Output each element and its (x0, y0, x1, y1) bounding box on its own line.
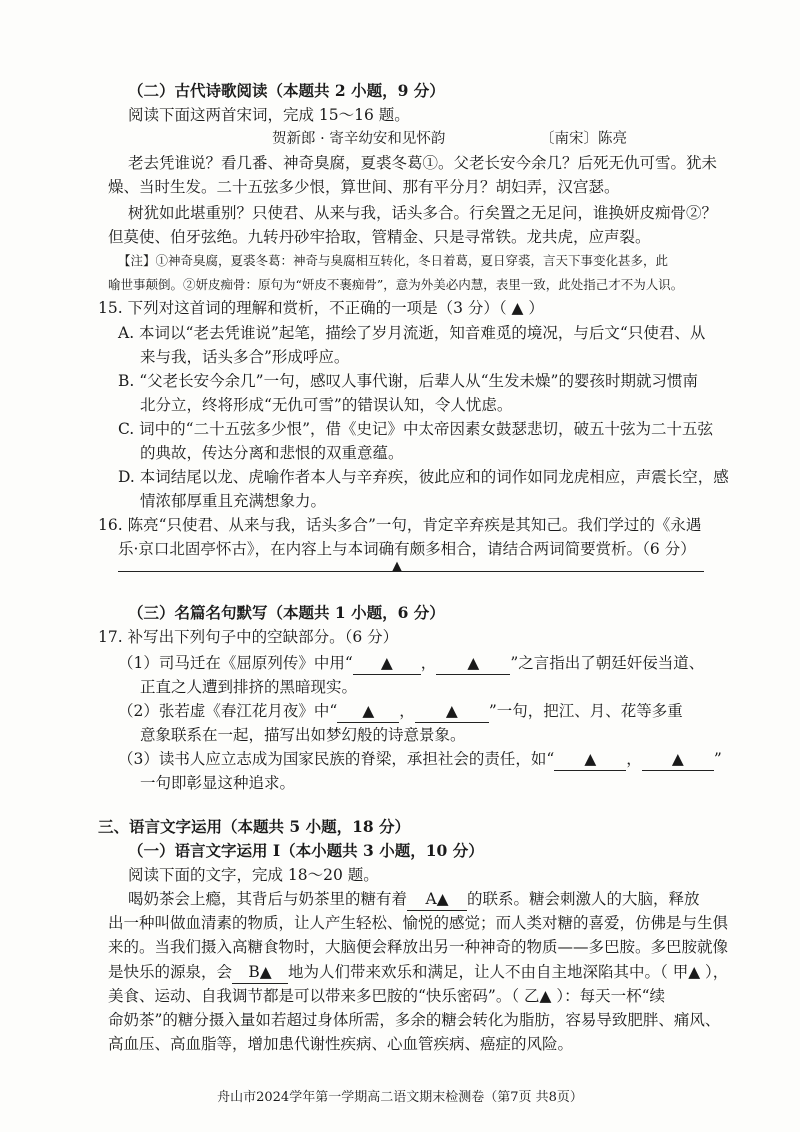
part-heading-language: 三、语言文字运用（本题共 5 小题，18 分） (98, 817, 411, 836)
poem-line: 但莫使、伯牙弦绝。九转丹砂牢拾取，管精金、只是寻常铁。龙共虎，应声裂。 (108, 228, 651, 246)
item-3 (118, 748, 722, 771)
item-3-sep: ， (626, 750, 642, 768)
poem-title: 贺新郎 · 寄辛幼安和见怀韵 (272, 131, 446, 147)
section-heading-poetry: （二）古代诗歌阅读（本题共 2 小题，9 分） (128, 81, 445, 100)
item-1-cont: 正直之人遭到排挤的黑暗现实。 (140, 678, 358, 696)
passage-line: 命奶茶”的糖分摄入量如若超过身体所需，多余的糖会转化为脂肪，容易导致肥胖、痛风、 (108, 1011, 721, 1029)
answer-mark: ▲ (392, 559, 402, 574)
blank-field[interactable]: ▲ (337, 700, 399, 723)
item-2 (118, 700, 683, 723)
poem-note: 喻世事颠倒。②妍皮痴骨：原句为“妍皮不裹痴骨”，意为外美必内慧，表里一致，此处指己才不为人识。 (108, 277, 684, 292)
passage-line (108, 961, 728, 984)
item-2-text: （2）张若虚《春江花月夜》中“ (118, 702, 338, 720)
subsection-heading: （一）语言文字运用 Ⅰ（本小题共 3 小题，10 分） (128, 841, 484, 860)
option-b: B. “父老长安今余几”一句，感叹人事代谢，后辈人从“生发未燥”的婴孩时期就习惯南 (118, 372, 698, 390)
option-d-cont: 情浓郁厚重且充满想象力。 (140, 492, 327, 510)
blank-field[interactable]: ▲ (353, 652, 421, 675)
poem-line: 树犹如此堪重别？只使君、从来与我，话头多合。行矣置之无足问，谁换妍皮痴骨②？ (128, 204, 718, 222)
passage-text: 的联系。糖会刺激人的大脑，释放 (467, 890, 700, 908)
option-c: C. 词中的“二十五弦多少恨”，借《史记》中太帝因素女鼓瑟悲切，破五十弦为二十五弦 (118, 420, 714, 438)
blank-b[interactable]: B▲ (232, 961, 288, 984)
option-a: A. 本词以“老去凭谁说”起笔，描绘了岁月流逝，知音难觅的境况，与后文“只使君、从 (118, 324, 706, 342)
blank-a[interactable]: A▲ (407, 888, 467, 911)
poem-line: 老去凭谁说？看几番、神奇臭腐，夏裘冬葛①。父老长安今余几？后死无仇可雪。犹未 (128, 154, 718, 172)
passage-line (128, 888, 700, 911)
item-2-text-end: ”一句，把江、月、花等多重 (488, 702, 683, 720)
question-15: 15. 下列对这首词的理解和赏析，不正确的一项是（3 分）（ ▲ ） (98, 299, 544, 317)
instruction-text: 阅读下面的文字，完成 18～20 题。 (128, 866, 379, 884)
item-2-sep: ， (399, 702, 415, 720)
option-c-cont: 的典故，传达分离和悲恨的双重意蕴。 (140, 444, 404, 462)
passage-text: 是快乐的源泉，会 (108, 963, 233, 981)
page-footer: 舟山市2024学年第一学期高二语文期末检测卷（第7页 共8页） (217, 1090, 583, 1105)
passage-line: 出一种叫做血清素的物质，让人产生轻松、愉悦的感觉；而人类对糖的喜爱，仿佛是与生俱 (108, 914, 729, 932)
blank-field[interactable]: ▲ (554, 748, 626, 771)
passage-text: 喝奶茶会上瘾，其背后与奶茶里的糖有着 (128, 890, 408, 908)
item-3-cont: 一句即彰显这种追求。 (140, 774, 296, 792)
poem-note: 【注】①神奇臭腐，夏裘冬葛：神奇与臭腐相互转化，冬日着葛，夏日穿裘，言天下事变化甚多，此 (118, 253, 669, 268)
item-2-cont: 意象联系在一起，描写出如梦幻般的诗意景象。 (140, 726, 466, 744)
section-heading-quotes: （三）名篇名句默写（本题共 1 小题，6 分） (128, 603, 445, 622)
passage-line: 美食、运动、自我调节都是可以带来多巴胺的“快乐密码”。（ 乙▲ ）：每天一杯“续 (108, 987, 666, 1005)
option-b-cont: 北分立，终将形成“无仇可雪”的错误认知，令人忧虑。 (140, 396, 513, 414)
instruction-text: 阅读下面这两首宋词，完成 15～16 题。 (128, 106, 410, 124)
item-1-sep: ， (420, 654, 437, 672)
passage-line: 来的。当我们摄入高糖食物时，大脑便会释放出另一种神奇的物质——多巴胺。多巴胺就像 (108, 938, 729, 956)
question-16-cont: 乐·京口北固亭怀古》，在内容上与本词确有颇多相合，请结合两词简要赏析。（6 分） (118, 540, 696, 558)
item-1-text: （1）司马迁在《屈原列传》中用“ (118, 654, 353, 672)
poem-author: 〔南宋〕陈亮 (540, 131, 627, 147)
question-16: 16. 陈亮“只使君、从来与我，话头多合”一句，肯定辛弃疾是其知己。我们学过的《永遇 (98, 516, 702, 534)
blank-field[interactable]: ▲ (436, 652, 510, 675)
passage-line: 高血压、高血脂等，增加患代谢性疾病、心血管疾病、癌症的风险。 (108, 1035, 574, 1053)
question-17: 17. 补写出下列句子中的空缺部分。（6 分） (98, 628, 399, 646)
item-3-quote-end: ” (713, 750, 722, 768)
item-1-text-end: ”之言指出了朝廷奸佞当道、 (510, 654, 705, 672)
poem-line: 燥、当时生发。二十五弦多少恨，算世间、那有平分月？胡妇弄，汉宫瑟。 (108, 178, 620, 196)
passage-text: 地为人们带来欢乐和满足，让人不由自主地深陷其中。（ 甲▲ ）， (288, 963, 729, 981)
blank-field[interactable]: ▲ (642, 748, 714, 771)
item-3-text: （3）读书人应立志成为国家民族的脊梁，承担社会的责任，如“ (118, 750, 555, 768)
item-1 (118, 652, 704, 675)
answer-line (118, 571, 704, 572)
option-a-cont: 来与我，话头多合”形成呼应。 (140, 348, 350, 366)
blank-field[interactable]: ▲ (415, 700, 489, 723)
option-d: D. 本词结尾以龙、虎喻作者本人与辛弃疾，彼此应和的词作如同龙虎相应，声震长空，感 (118, 468, 729, 486)
